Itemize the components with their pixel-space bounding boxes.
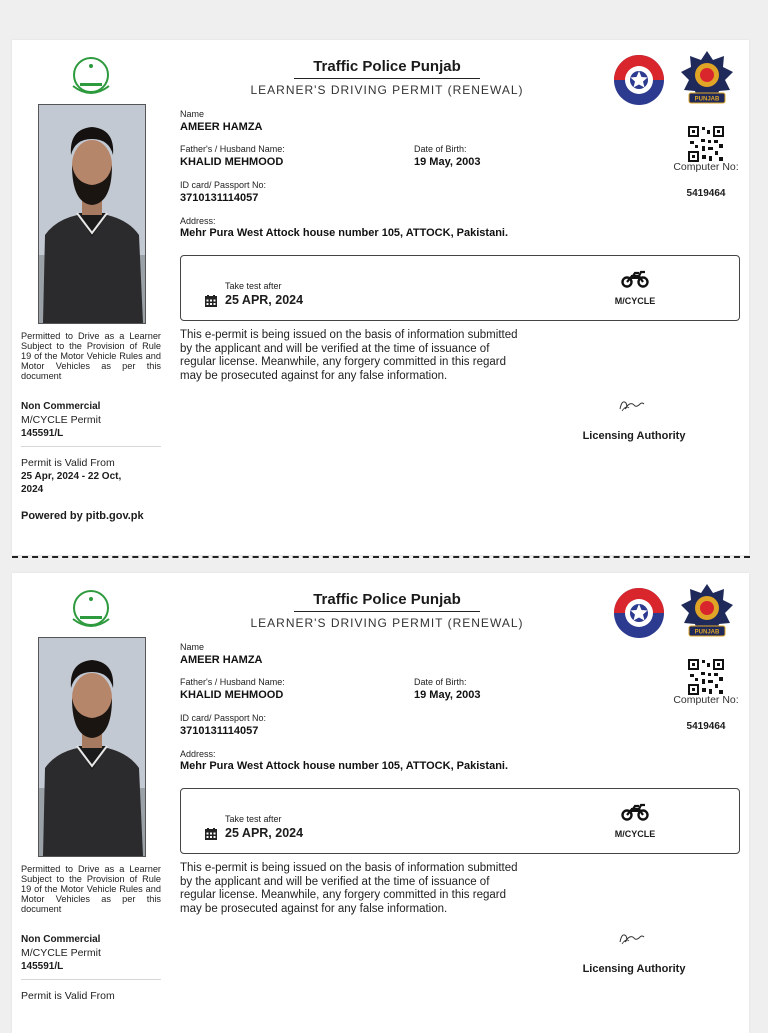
name-value: AMEER HAMZA <box>180 654 263 666</box>
qr-code-icon <box>688 126 724 162</box>
header-subtitle: LEARNER'S DRIVING PERMIT (RENEWAL) <box>250 83 524 97</box>
cut-line <box>12 556 750 558</box>
computer-no-value: 5419464 <box>686 721 726 732</box>
badge-text: PUNJAB <box>694 629 720 636</box>
valid-from-label: Permit is Valid From <box>21 990 115 1002</box>
address-label: Address: <box>180 216 216 226</box>
applicant-photo <box>38 637 146 857</box>
vehicle-label: M/CYCLE <box>614 829 656 839</box>
divider <box>21 446 161 447</box>
father-value: KHALID MEHMOOD <box>180 689 284 701</box>
calendar-icon <box>205 295 217 307</box>
badge-text: PUNJAB <box>694 96 720 103</box>
id-label: ID card/ Passport No: <box>180 713 267 723</box>
dob-value: 19 May, 2003 <box>414 689 481 701</box>
name-value: AMEER HAMZA <box>180 121 263 133</box>
test-info-box <box>180 788 740 854</box>
valid-dates: 25 Apr, 2024 - 22 Oct, 2024 <box>21 471 122 495</box>
computer-no-label: Computer No: <box>673 694 739 706</box>
traffic-police-badge-icon <box>680 583 734 641</box>
id-value: 3710131114057 <box>180 725 259 737</box>
permit-type: M/CYCLE Permit <box>21 947 101 959</box>
permit-category: Non Commercial <box>21 401 101 412</box>
punjab-police-logo-icon <box>612 54 666 106</box>
traffic-police-badge-icon <box>680 50 734 108</box>
test-info-box <box>180 255 740 321</box>
signature-icon <box>616 395 646 415</box>
father-value: KHALID MEHMOOD <box>180 156 284 168</box>
punjab-emblem-icon <box>67 589 115 631</box>
calendar-icon <box>205 828 217 840</box>
permit-card-1 <box>12 40 749 555</box>
address-value: Mehr Pura West Attock house number 105, ATTOCK, Pakistani. <box>180 227 509 239</box>
id-label: ID card/ Passport No: <box>180 180 267 190</box>
header-title: Traffic Police Punjab <box>294 58 480 79</box>
vehicle-label: M/CYCLE <box>614 296 656 306</box>
permit-type: M/CYCLE Permit <box>21 414 101 426</box>
header-subtitle: LEARNER'S DRIVING PERMIT (RENEWAL) <box>250 616 524 630</box>
permit-description: Permitted to Drive as a Learner Subject to the Provision of Rule 19 of the Motor Vehicle Rules and Motor Vehicles as per this document <box>21 331 161 381</box>
name-label: Name <box>180 642 205 652</box>
dob-label: Date of Birth: <box>414 144 467 154</box>
motorcycle-icon <box>621 803 649 821</box>
test-after-date: 25 APR, 2024 <box>225 826 304 840</box>
dob-label: Date of Birth: <box>414 677 467 687</box>
computer-no-value: 5419464 <box>686 188 726 199</box>
father-label: Father's / Husband Name: <box>180 144 285 154</box>
permit-number: 145591/L <box>21 961 64 972</box>
motorcycle-icon <box>621 270 649 288</box>
permit-card-2 <box>12 573 749 1033</box>
punjab-police-logo-icon <box>612 587 666 639</box>
test-after-label: Take test after <box>225 814 282 824</box>
divider <box>21 979 161 980</box>
computer-no-label: Computer No: <box>673 161 739 173</box>
id-value: 3710131114057 <box>180 192 259 204</box>
licensing-authority: Licensing Authority <box>582 963 686 975</box>
address-value: Mehr Pura West Attock house number 105, ATTOCK, Pakistani. <box>180 760 509 772</box>
licensing-authority: Licensing Authority <box>582 430 686 442</box>
notice-text: This e-permit is being issued on the basis of information submitted by the applicant and will be verified at the time of issuance of regular license. Meanwhile, any forgery committed in this regard may be prosecuted against for any false information. <box>180 329 518 382</box>
qr-code-icon <box>688 659 724 695</box>
permit-category: Non Commercial <box>21 934 101 945</box>
father-label: Father's / Husband Name: <box>180 677 285 687</box>
notice-text: This e-permit is being issued on the basis of information submitted by the applicant and will be verified at the time of issuance of regular license. Meanwhile, any forgery committed in this regard may be prosecuted against for any false information. <box>180 862 518 915</box>
punjab-emblem-icon <box>67 56 115 98</box>
header-title: Traffic Police Punjab <box>294 591 480 612</box>
dob-value: 19 May, 2003 <box>414 156 481 168</box>
test-after-date: 25 APR, 2024 <box>225 293 304 307</box>
name-label: Name <box>180 109 205 119</box>
powered-by: Powered by pitb.gov.pk <box>21 510 144 522</box>
valid-from-label: Permit is Valid From <box>21 457 115 469</box>
signature-icon <box>616 928 646 948</box>
applicant-photo <box>38 104 146 324</box>
permit-number: 145591/L <box>21 428 64 439</box>
address-label: Address: <box>180 749 216 759</box>
permit-description: Permitted to Drive as a Learner Subject to the Provision of Rule 19 of the Motor Vehicle Rules and Motor Vehicles as per this document <box>21 864 161 914</box>
test-after-label: Take test after <box>225 281 282 291</box>
